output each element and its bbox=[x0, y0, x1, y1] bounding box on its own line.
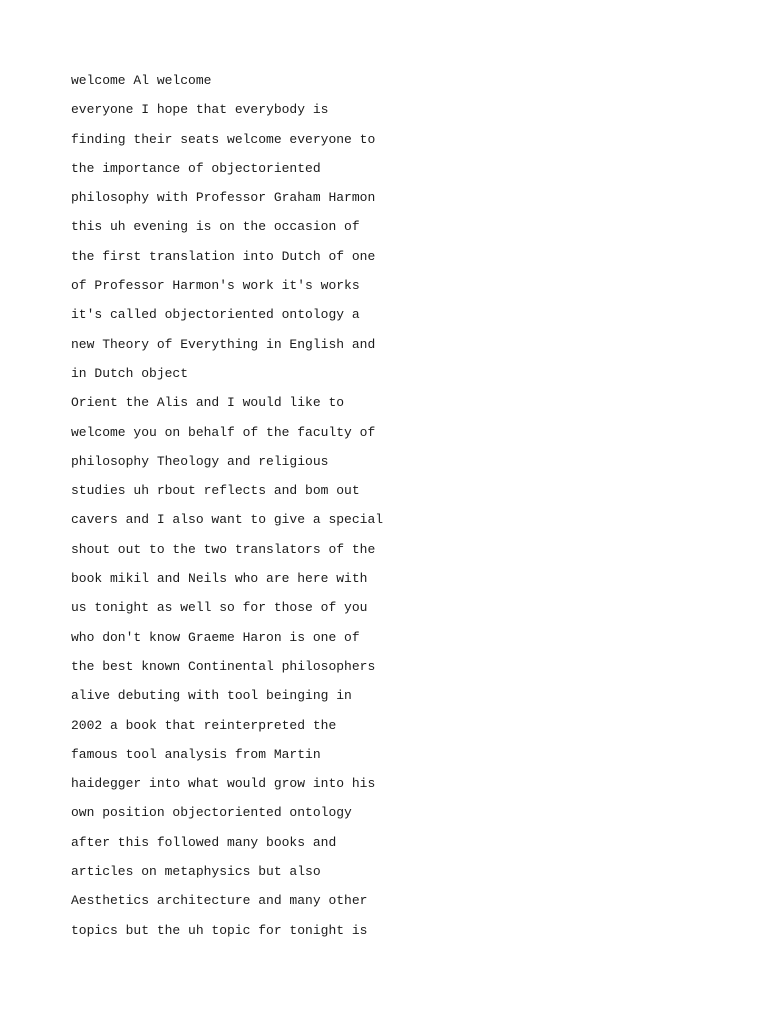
transcript-line-6: this uh evening is on the occasion of bbox=[71, 219, 360, 235]
transcript-line-18: book mikil and Neils who are here with bbox=[71, 571, 368, 587]
transcript-line-20: who don't know Graeme Haron is one of bbox=[71, 629, 360, 645]
transcript-line-16: cavers and I also want to give a special bbox=[71, 512, 384, 528]
transcript-line-12: Orient the Alis and I would like to bbox=[71, 395, 345, 411]
transcript-line-23: 2002 a book that reinterpreted the bbox=[71, 717, 337, 733]
transcript-line-26: own position objectoriented ontology bbox=[71, 805, 352, 821]
transcript-line-19: us tonight as well so for those of you bbox=[71, 600, 368, 616]
transcript-line-15: studies uh rbout reflects and bom out bbox=[71, 483, 360, 499]
transcript-line-27: after this followed many books and bbox=[71, 834, 337, 850]
transcript-line-1: welcome Al welcome bbox=[71, 73, 212, 88]
transcript-line-2: everyone I hope that everybody is bbox=[71, 102, 329, 118]
transcript-line-10: new Theory of Everything in English and bbox=[71, 336, 376, 352]
transcript-line-22: alive debuting with tool beinging in bbox=[71, 688, 352, 704]
transcript-line-25: haidegger into what would grow into his bbox=[71, 776, 376, 792]
transcript-line-9: it's called objectoriented ontology a bbox=[71, 307, 360, 323]
transcript-line-30: topics but the uh topic for tonight is bbox=[71, 922, 368, 938]
transcript-line-13: welcome you on behalf of the faculty of bbox=[71, 424, 376, 440]
transcript-line-4: the importance of objectoriented bbox=[71, 160, 321, 176]
transcript-line-8: of Professor Harmon's work it's works bbox=[71, 278, 360, 294]
transcript-text bbox=[71, 66, 711, 945]
transcript-line-28: articles on metaphysics but also bbox=[71, 864, 321, 880]
transcript-line-5: philosophy with Professor Graham Harmon bbox=[71, 190, 376, 206]
transcript-line-7: the first translation into Dutch of one bbox=[71, 248, 376, 264]
transcript-line-17: shout out to the two translators of the bbox=[71, 541, 376, 557]
transcript-line-24: famous tool analysis from Martin bbox=[71, 746, 321, 762]
transcript-line-11: in Dutch object bbox=[71, 365, 189, 381]
transcript-line-3: finding their seats welcome everyone to bbox=[71, 131, 376, 147]
transcript-line-29: Aesthetics architecture and many other bbox=[71, 893, 368, 909]
transcript-line-14: philosophy Theology and religious bbox=[71, 453, 329, 469]
transcript-line-21: the best known Continental philosophers bbox=[71, 658, 376, 674]
